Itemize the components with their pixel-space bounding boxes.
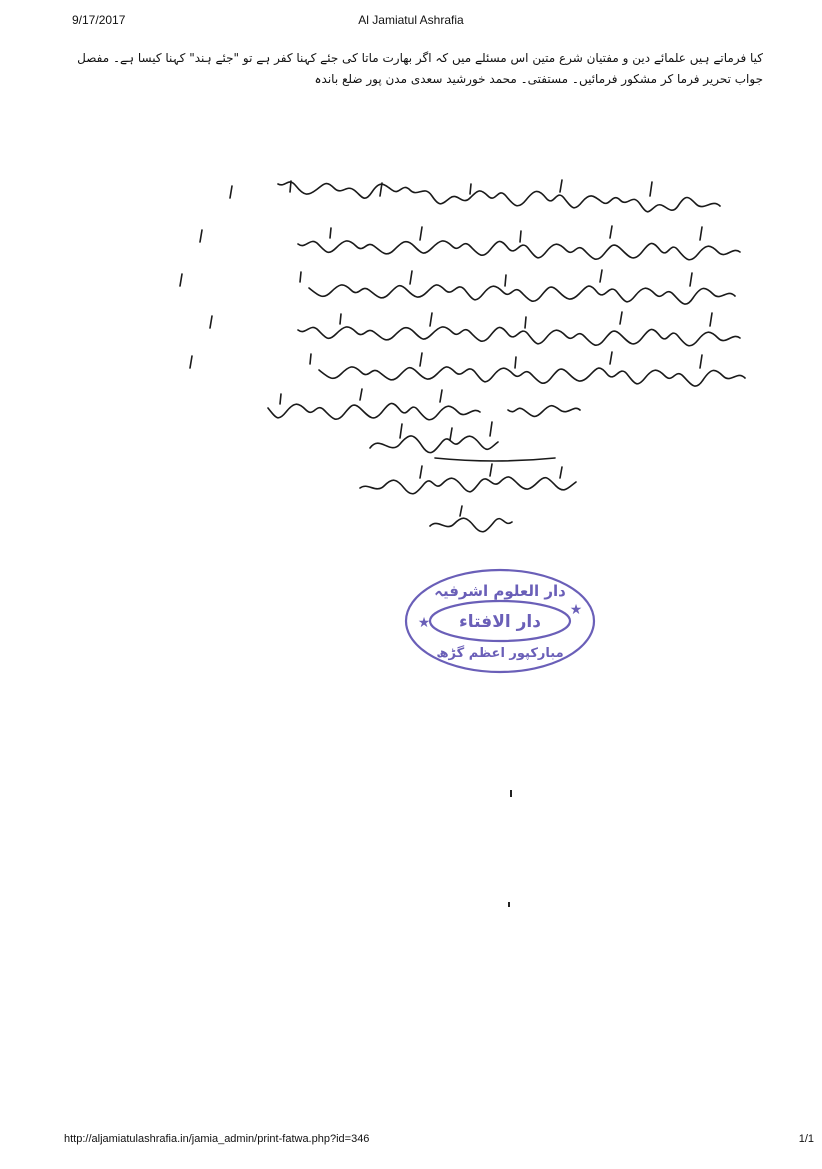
stamp-star-icon: ★ bbox=[569, 602, 583, 618]
scan-speck bbox=[508, 902, 510, 907]
handwriting-line bbox=[298, 241, 740, 260]
handwriting-line bbox=[298, 327, 740, 346]
handwriting-line bbox=[319, 367, 745, 386]
page-header-title: Al Jamiatul Ashrafia bbox=[358, 13, 464, 27]
stamp-star-icon: ★ bbox=[417, 615, 431, 631]
scan-speck bbox=[510, 790, 512, 797]
footer-url: http://aljamiatulashrafia.in/jamia_admin/print-fatwa.php?id=346 bbox=[64, 1133, 370, 1145]
stamp-bottom-text: مبارکپور اعظم گڑھ bbox=[436, 646, 564, 661]
stamp-middle-text: دار الافتاء bbox=[459, 612, 541, 632]
print-date: 9/17/2017 bbox=[72, 13, 126, 27]
handwriting-line bbox=[278, 182, 720, 212]
handwriting-line bbox=[309, 285, 735, 304]
fatwa-question: کیا فرماتے ہیں علمائے دین و مفتیان شرع متین اس مسئلے میں کہ اگر بھارت ماتا کی جئے کہنا کفر ہے تو "جئے ہند" کہنا کیسا ہے۔ مفصل جواب تحریر فرما کر مشکور فرمائیں۔ مستفتی۔ محمد خورشید سعدی مدن پور ضلع باندہ bbox=[77, 51, 763, 86]
page-number: 1/1 bbox=[798, 1133, 814, 1145]
stamp-top-text: دار العلوم اشرفیہ bbox=[434, 582, 566, 600]
dar-ul-ifta-stamp bbox=[402, 566, 598, 676]
signature-block bbox=[340, 418, 610, 548]
signature bbox=[370, 436, 498, 453]
